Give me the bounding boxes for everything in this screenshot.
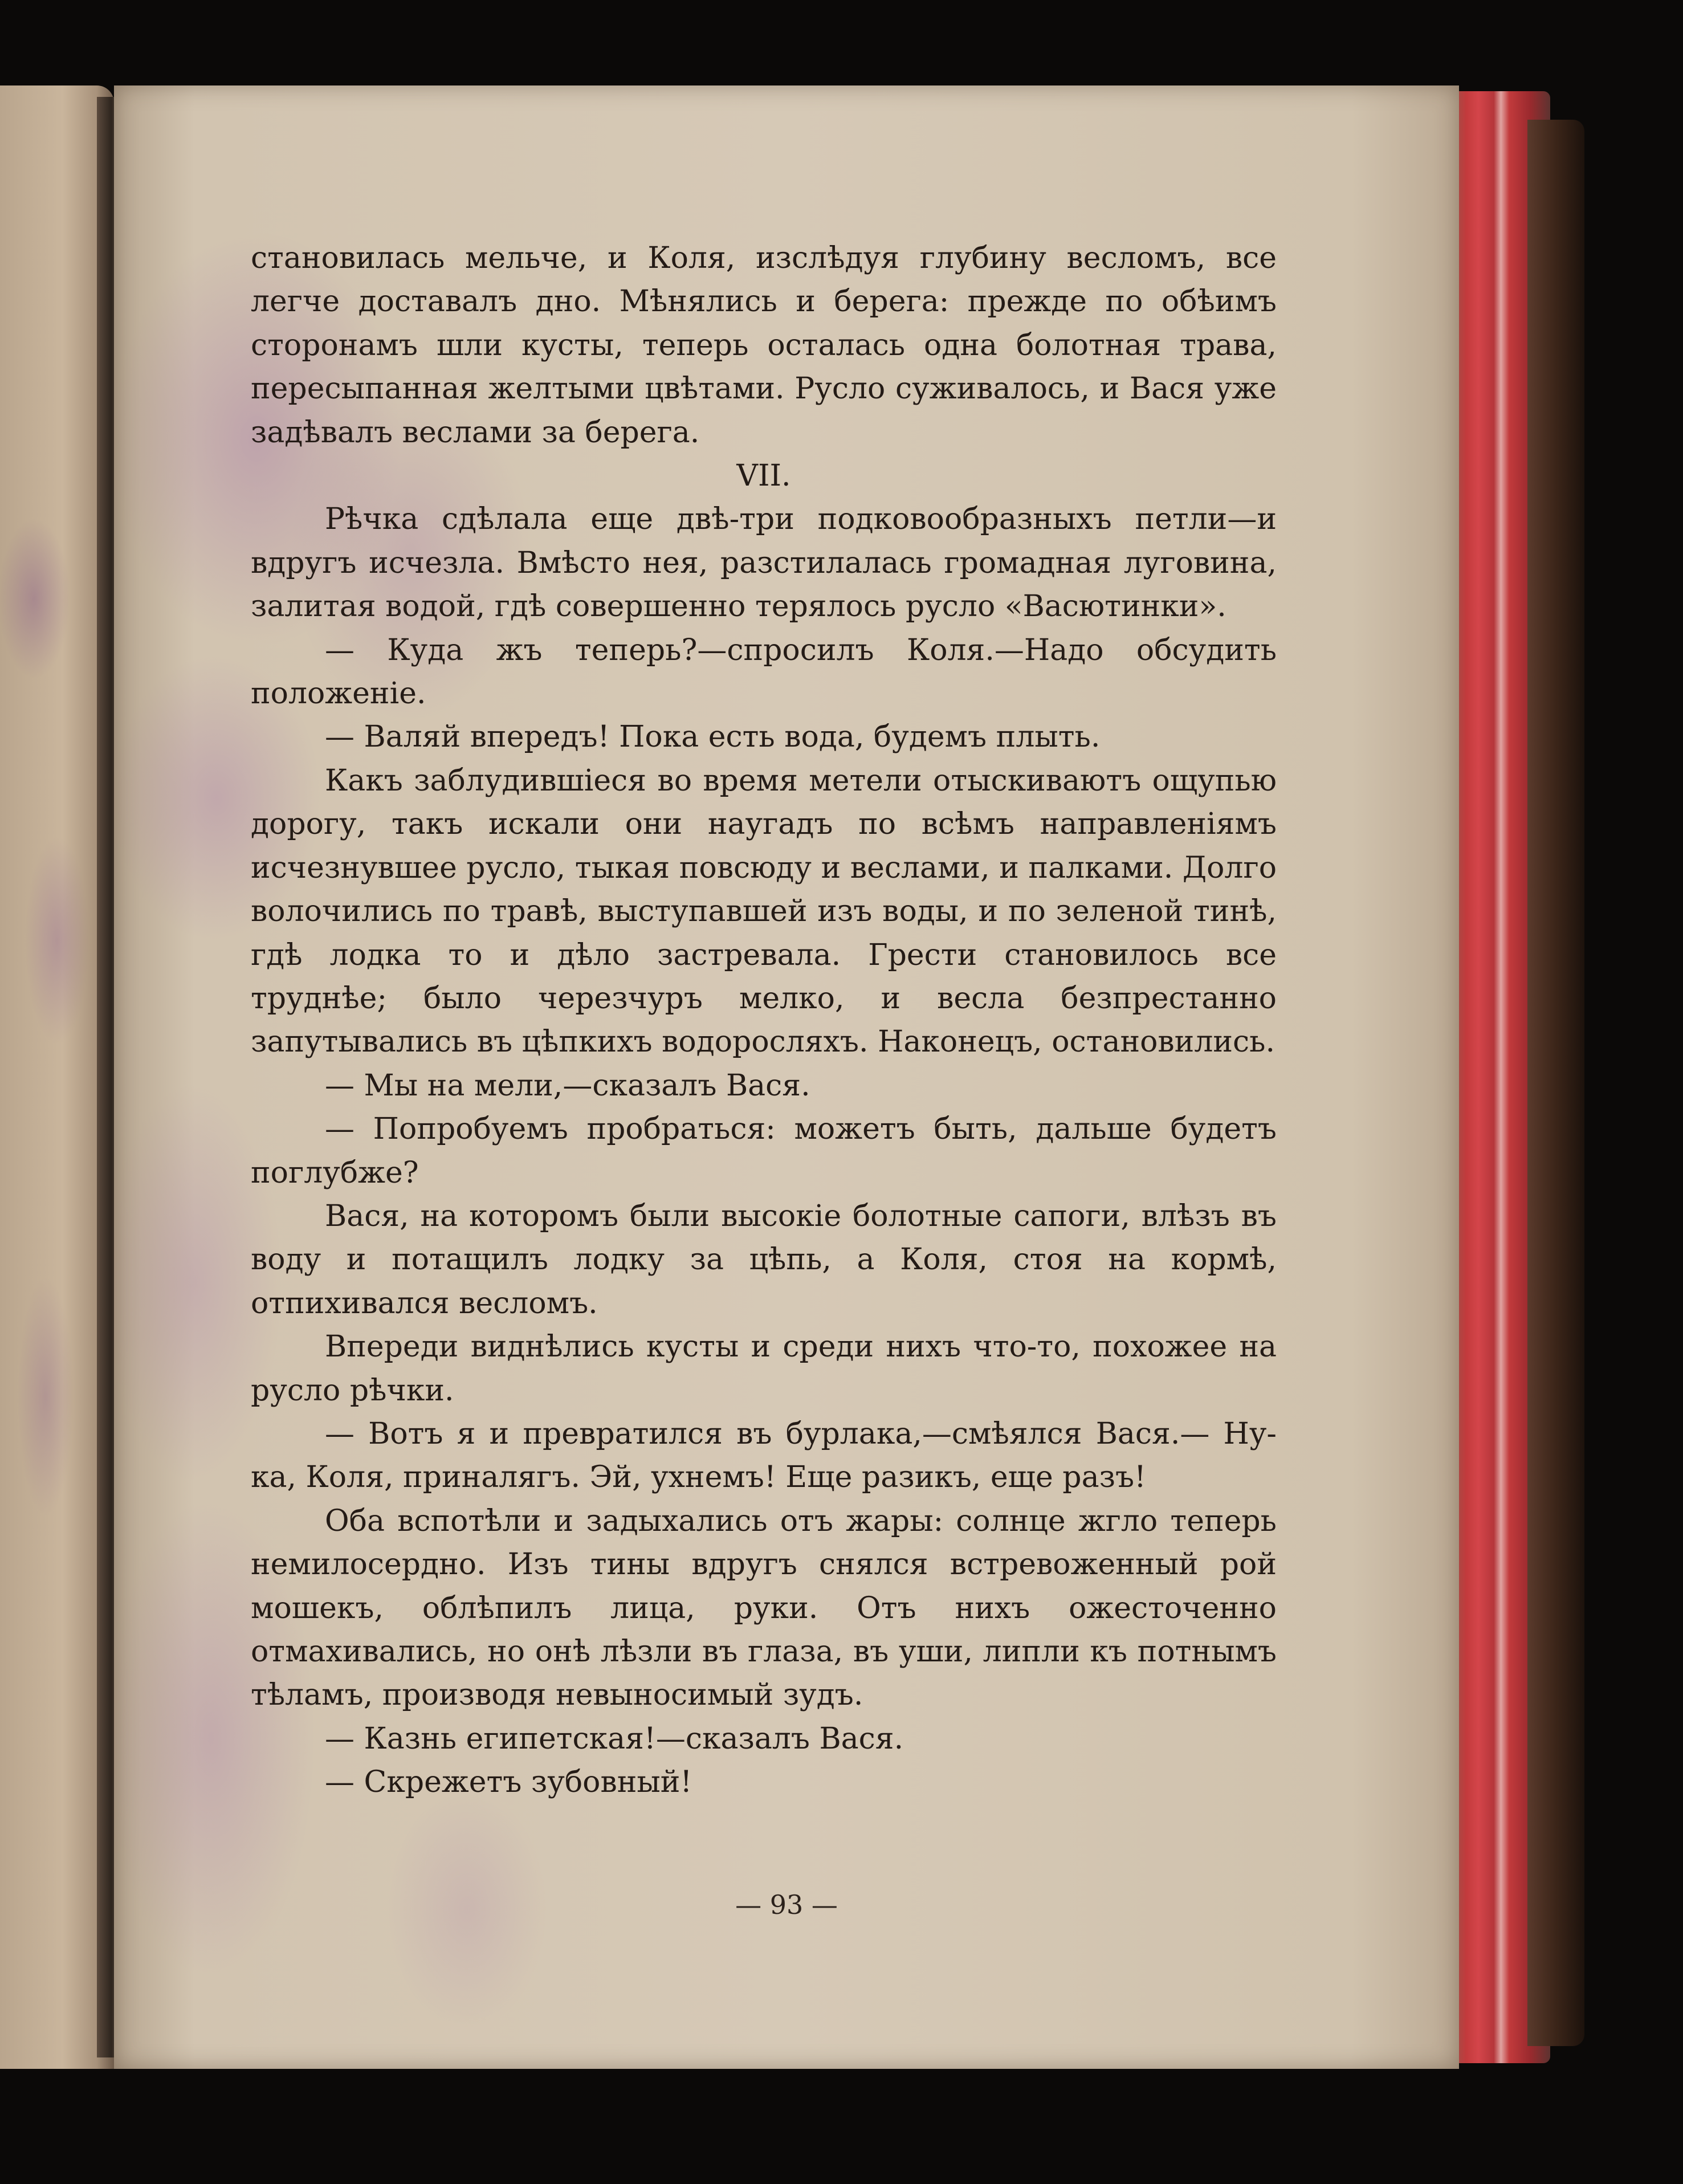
dialogue-line: — Казнь египетская!—сказалъ Вася. [325,1721,904,1756]
dialogue-line: — Куда жъ теперь?—спросилъ Коля.—Надо обсудить положеніе. [251,633,1277,711]
page-text [251,237,1277,1804]
paragraph: Оба вспотѣли и задыхались отъ жары: солнце жгло теперь немилосердно. Изъ тины вдругъ снялся встревоженный рой мошекъ, облѣпилъ лица, руки. Отъ нихъ ожесточенно отмахивались, но онѣ лѣзли въ глаза, въ уши, липли къ потнымъ тѣламъ, производя невыносимый зудъ. [251,1503,1277,1713]
dialogue-line: — Вотъ я и превратился въ бурлака,—смѣялся Вася.— Ну-ка, Коля, приналягъ. Эй, ухнемъ! Еще разикъ, еще разъ! [251,1416,1277,1495]
paragraph: Вася, на которомъ были высокіе болотные сапоги, влѣзъ въ воду и потащилъ лодку за цѣпь, а Коля, стоя на кормѣ, отпихивался весломъ. [251,1199,1277,1321]
paragraph: Впереди виднѣлись кусты и среди нихъ что-то, похожее на русло рѣчки. [251,1330,1277,1408]
dialogue-line: — Попробуемъ пробраться: можетъ быть, дальше будетъ поглубже? [251,1112,1277,1190]
page-number: — 93 — [735,1889,838,1920]
dialogue-line: — Валяй впередъ! Пока есть вода, будемъ плыть. [325,720,1101,755]
paragraph: Рѣчка сдѣлала еще двѣ-три подковообразныхъ петли—и вдругъ исчезла. Вмѣсто нея, разстилалась громадная луговина, залитая водой, гдѣ совершенно терялось русло «Васютинки». [251,502,1277,624]
book-cover-edge [1527,120,1584,2046]
chapter-heading: VII. [736,459,791,494]
paragraph: Какъ заблудившіеся во время метели отыскиваютъ ощупью дорогу, такъ искали они наугадъ по всѣмъ направленіямъ исчезнувшее русло, тыкая повсюду и веслами, и палками. Долго волочились по травѣ, выступавшей изъ воды, и по зеленой тинѣ, гдѣ лодка то и дѣло застревала. Грести становилось все труднѣе; было черезчуръ мелко, и весла безпрестанно запутывались въ цѣпкихъ водоросляхъ. Наконецъ, остановились. [251,763,1277,1060]
book-page [114,85,1459,2069]
paragraph: становилась мельче, и Коля, изслѣдуя глубину весломъ, все легче доставалъ дно. Мѣнялись и берега: прежде по обѣимъ сторонамъ шли кусты, теперь осталась одна болотная трава, пересыпанная желтыми цвѣтами. Русло суживалось, и Вася уже задѣвалъ веслами за берега. [251,241,1277,450]
dialogue-line: — Мы на мели,—сказалъ Вася. [325,1068,810,1103]
dialogue-line: — Скрежетъ зубовный! [325,1765,692,1800]
